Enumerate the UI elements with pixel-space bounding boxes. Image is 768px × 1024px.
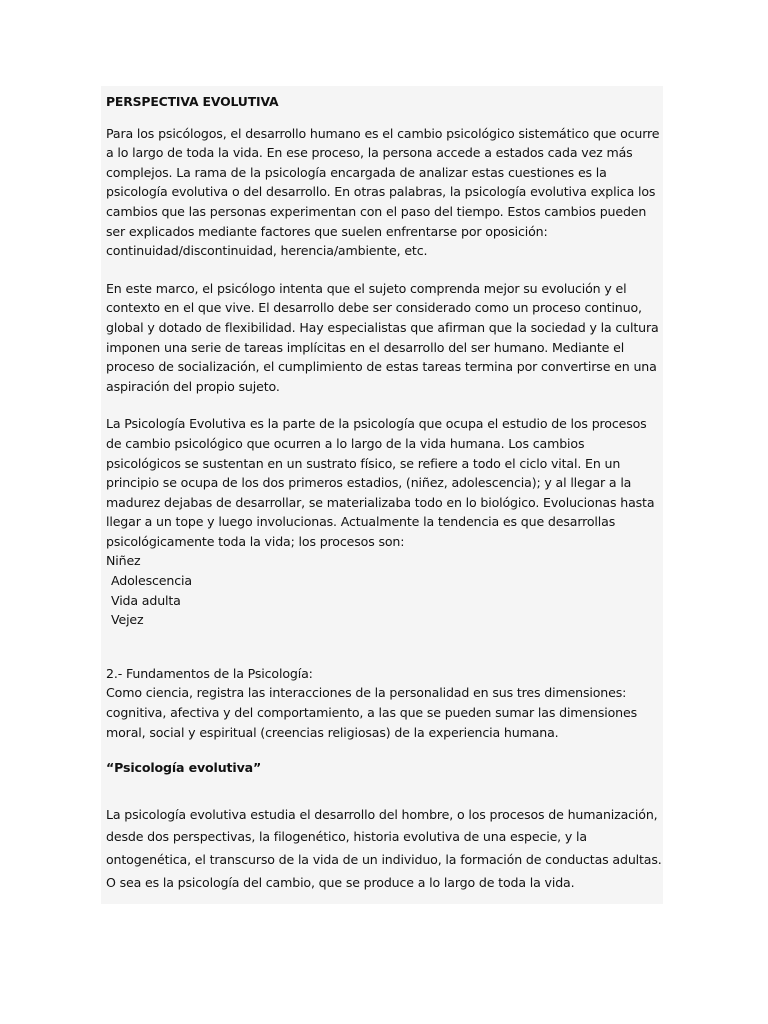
quote-title: “Psicología evolutiva” <box>106 760 262 776</box>
list-item: Vejez <box>111 612 144 628</box>
final-paragraph: La psicología evolutiva estudia el desarrollo del hombre, o los procesos de humanización, desde dos perspectivas, la filogenético, historia evolutiva de una especie, y la ontogenética, el transcurso de la vida de un individuo, la formación de conductas adultas. O sea es la psicología del cambio, que se produce a lo largo de toda la vida. <box>106 806 662 890</box>
section-heading: 2.- Fundamentos de la Psicología: <box>106 665 313 681</box>
list-item: Adolescencia <box>111 573 192 589</box>
paragraph-3: La Psicología Evolutiva es la parte de la psicología que ocupa el estudio de los procesos de cambio psicológico que ocurren a lo largo de la vida humana. Los cambios psicológicos se sustentan en un sustrato físico, se refiere a todo el ciclo vital. En un principio se ocupa de los dos primeros estadios, (niñez, adolescencia); y al llegar a la madurez dejabas de desarrollar, se materializaba todo en lo biológico. Evolucionas hasta llegar a un tope y luego involucionas. Actualmente la tendencia es que desarrollas psicológicamente toda la vida; los procesos son: <box>106 416 655 549</box>
list-item: Vida adulta <box>111 592 181 608</box>
document-title: PERSPECTIVA EVOLUTIVA <box>106 94 279 109</box>
list-item: Niñez <box>106 553 141 569</box>
paragraph-2: En este marco, el psicólogo intenta que el sujeto comprenda mejor su evolución y el contexto en el que vive. El desarrollo debe ser considerado como un proceso continuo, global y dotado de flexibilidad. Hay especialistas que afirman que la sociedad y la cultura imponen una serie de tareas implícitas en el desarrollo del ser humano. Mediante el proceso de socialización, el cumplimiento de estas tareas termina por convertirse en una aspiración del propio sujeto. <box>106 280 659 394</box>
paragraph-1: Para los psicólogos, el desarrollo humano es el cambio psicológico sistemático que ocurre a lo largo de toda la vida. En ese proceso, la persona accede a estados cada vez más complejos. La rama de la psicología encargada de analizar estas cuestiones es la psicología evolutiva o del desarrollo. En otras palabras, la psicología evolutiva explica los cambios que las personas experimentan con el paso del tiempo. Estos cambios pueden ser explicados mediante factores que suelen enfrentarse por oposición: continuidad/discontinuidad, herencia/ambiente, etc. <box>106 125 660 259</box>
section-text: Como ciencia, registra las interacciones de la personalidad en sus tres dimensiones: cognitiva, afectiva y del comportamiento, a las que se pueden sumar las dimensiones moral, social y espiritual (creencias religiosas) de la experiencia humana. <box>106 685 638 740</box>
document-body <box>106 92 662 894</box>
stages-list <box>106 551 662 629</box>
